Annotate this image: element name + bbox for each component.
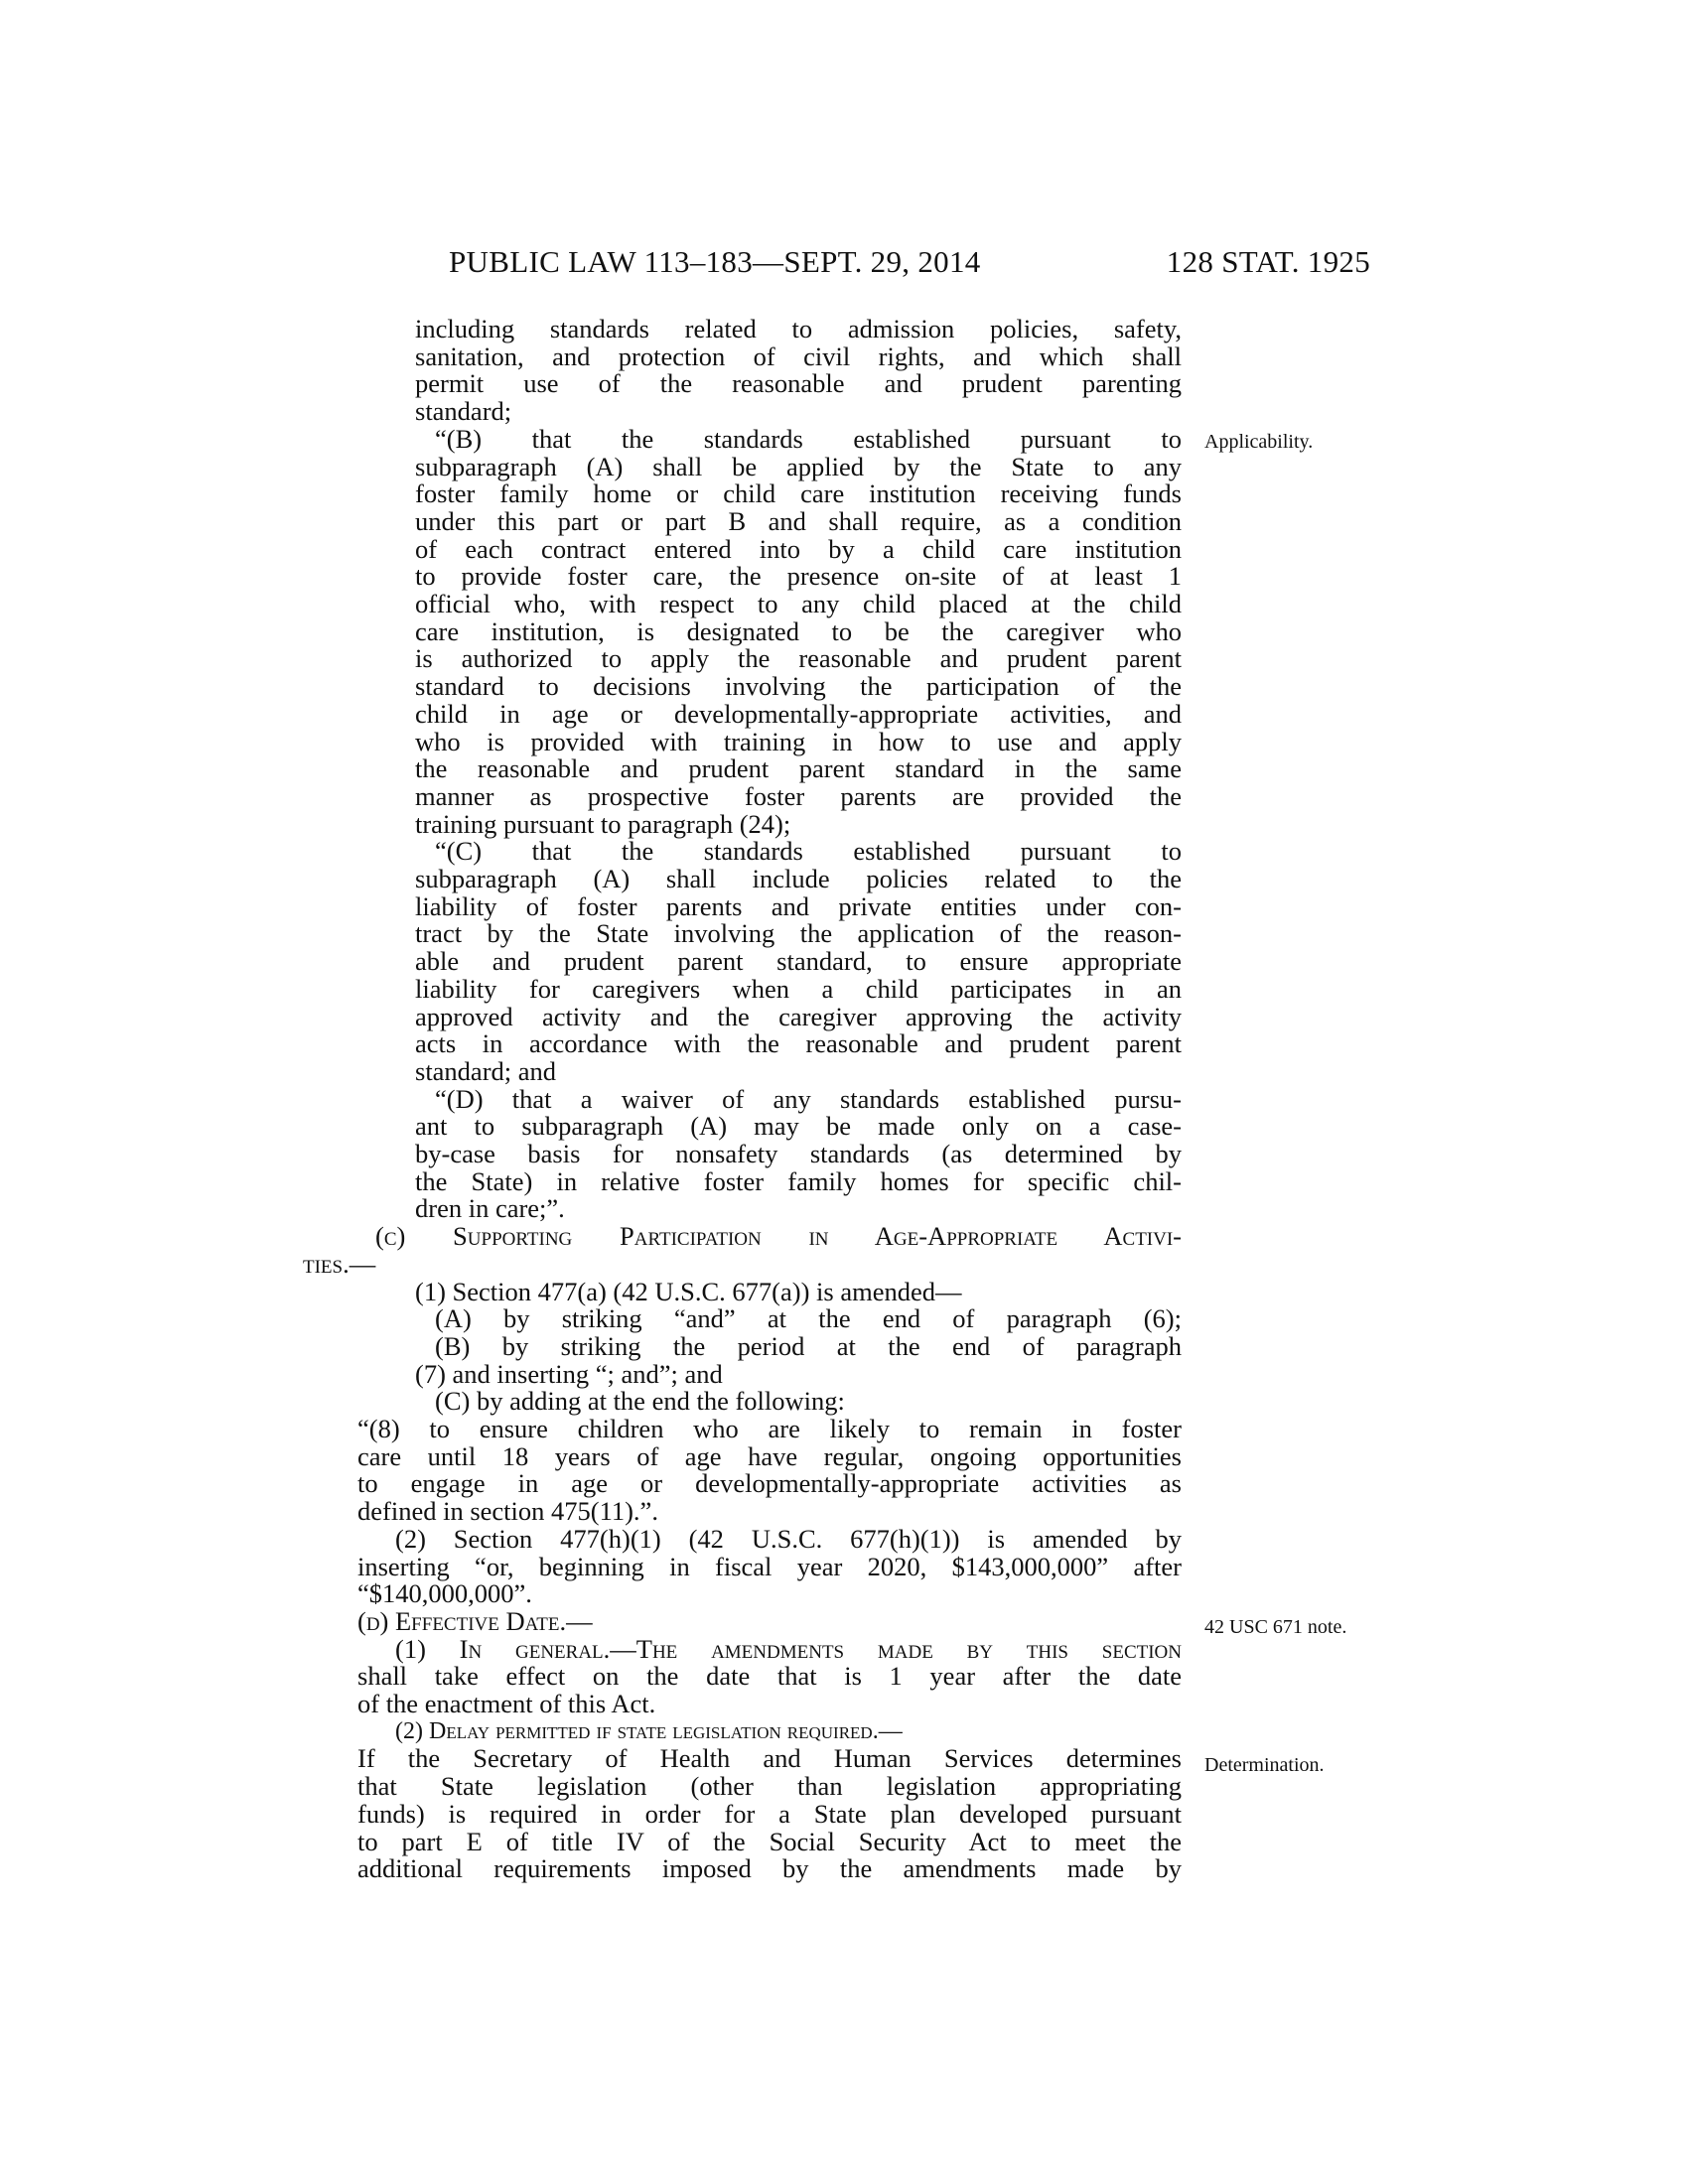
text-line: (C) by adding at the end the following: — [435, 1386, 845, 1417]
text-line: “(D) that a waiver of any standards established pursu- — [435, 1083, 1182, 1114]
text-line: shall take effect on the date that is 1 year after the date — [357, 1661, 1182, 1692]
text-line: manner as prospective foster parents are provided the — [415, 780, 1182, 811]
text-line: (7) and inserting “; and”; and — [415, 1358, 723, 1389]
text-line: by-case basis for nonsafety standards (as determined by — [415, 1139, 1182, 1168]
margin-note-usc: 42 USC 671 note. — [1204, 1616, 1347, 1638]
text-line: of each contract entered into by a child care institution — [415, 533, 1182, 564]
text-line: liability for caregivers when a child participates in an — [415, 973, 1182, 1004]
text-line: If the Secretary of Health and Human Services determines — [357, 1743, 1182, 1774]
text-line: including standards related to admission policies, safety, — [415, 314, 1182, 343]
text-line: the reasonable and prudent parent standard in the same — [415, 753, 1182, 784]
text-line: care until 18 years of age have regular, ongoing opportunities — [357, 1440, 1182, 1471]
text-line: training pursuant to paragraph (24); — [415, 808, 791, 839]
text-line: foster family home or child care institution receiving funds — [415, 478, 1182, 509]
text-line: subparagraph (A) shall be applied by the State to any — [415, 451, 1182, 481]
text-line: funds) is required in order for a State plan developed pursuant — [357, 1798, 1182, 1829]
text-line: able and prudent parent standard, to ensure appropriate — [415, 946, 1182, 977]
text-line: (B) by striking the period at the end of paragraph — [435, 1330, 1182, 1361]
page-header — [449, 244, 1370, 284]
text-line: sanitation, and protection of civil rights, and which shall — [415, 341, 1182, 371]
text-line: standard; — [415, 396, 512, 427]
margin-note-applicability: Applicability. — [1204, 431, 1314, 453]
stat-reference: 128 STAT. 1925 — [1166, 244, 1370, 279]
text-line: who is provided with training in how to use and apply — [415, 726, 1182, 756]
text-line: to provide foster care, the presence on-site of at least 1 — [415, 561, 1182, 592]
margin-note-determination: Determination. — [1204, 1754, 1325, 1776]
text-line: (1) In general.—The amendments made by this section — [395, 1633, 1182, 1664]
text-line: under this part or part B and shall require, as a condition — [415, 505, 1182, 536]
text-line: defined in section 475(11).”. — [357, 1496, 658, 1527]
text-line: (2) Section 477(h)(1) (42 U.S.C. 677(h)(1)) is amended by — [395, 1523, 1182, 1554]
text-line: approved activity and the caregiver approving the activity — [415, 1001, 1182, 1031]
text-line: to engage in age or developmentally-appropriate activities as — [357, 1468, 1182, 1499]
text-line: the State) in relative foster family homes for specific chil- — [415, 1165, 1182, 1196]
text-line: liability of foster parents and private entities under con- — [415, 890, 1182, 921]
text-line: (A) by striking “and” at the end of paragraph (6); — [435, 1303, 1182, 1334]
text-line: “$140,000,000”. — [357, 1578, 532, 1609]
text-line: “(B) that the standards established pursuant to — [435, 423, 1182, 454]
text-line: child in age or developmentally-appropriate activities, and — [415, 698, 1182, 729]
section-heading: ties.— — [303, 1248, 376, 1279]
section-heading: (c) Supporting Participation in Age-Appropriate Activi- — [375, 1221, 1182, 1252]
text-line: of the enactment of this Act. — [357, 1689, 656, 1718]
text-line: (2) Delay permitted if state legislation required.— — [395, 1717, 903, 1744]
text-line: acts in accordance with the reasonable and prudent parent — [415, 1028, 1182, 1059]
law-title: PUBLIC LAW 113–183—SEPT. 29, 2014 — [449, 244, 981, 279]
text-line: additional requirements imposed by the amendments made by — [357, 1853, 1182, 1884]
text-line: official who, with respect to any child placed at the child — [415, 589, 1182, 618]
text-line: to part E of title IV of the Social Security Act to meet the — [357, 1826, 1182, 1856]
text-line: standard; and — [415, 1055, 557, 1086]
text-line: “(8) to ensure children who are likely to remain in foster — [357, 1414, 1182, 1443]
text-line: that State legislation (other than legislation appropriating — [357, 1771, 1182, 1802]
text-line: tract by the State involving the application of the reason- — [415, 918, 1182, 949]
text-line: care institution, is designated to be the caregiver who — [415, 615, 1182, 646]
text-line: dren in care;”. — [415, 1193, 565, 1224]
text-line: inserting “or, beginning in fiscal year 2020, $143,000,000” after — [357, 1551, 1182, 1581]
text-line: (1) Section 477(a) (42 U.S.C. 677(a)) is amended— — [415, 1276, 962, 1306]
text-line: “(C) that the standards established pursuant to — [435, 836, 1182, 867]
text-line: permit use of the reasonable and prudent parenting — [415, 368, 1182, 399]
text-line: is authorized to apply the reasonable and prudent parent — [415, 643, 1182, 674]
text-line: ant to subparagraph (A) may be made only on a case- — [415, 1111, 1182, 1142]
text-line: standard to decisions involving the participation of the — [415, 671, 1182, 702]
text-line: subparagraph (A) shall include policies related to the — [415, 864, 1182, 893]
section-heading: (d) Effective Date.— — [357, 1605, 593, 1636]
